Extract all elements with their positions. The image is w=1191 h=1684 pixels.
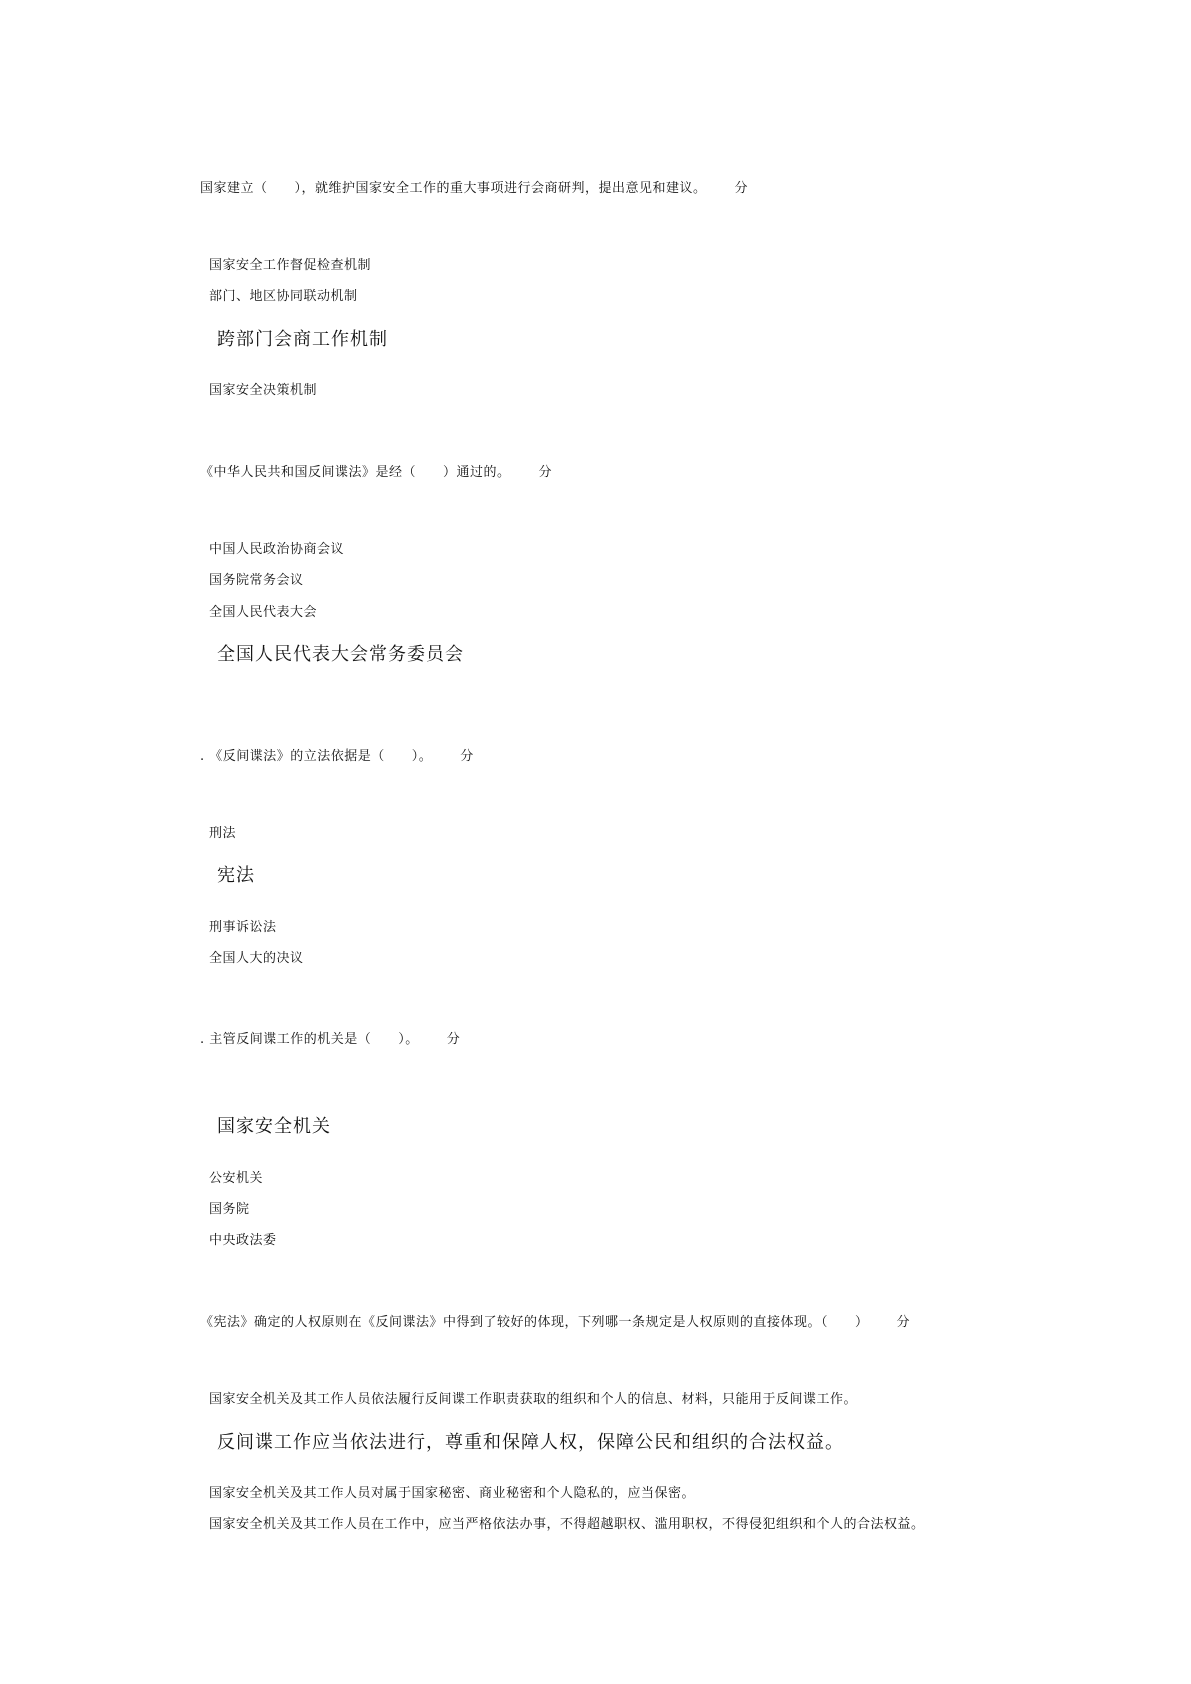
question-5 (200, 1311, 910, 1330)
question-5-option-b: 反间谍工作应当依法进行，尊重和保障人权，保障公民和组织的合法权益。 (217, 1432, 844, 1453)
question-2-score: 分 (538, 465, 553, 480)
question-2-text: 《中华人民共和国反间谍法》是经（ ）通过的。 (200, 465, 511, 480)
question-2-option-c: 全国人民代表大会 (209, 605, 318, 620)
question-1-score: 分 (734, 181, 749, 196)
question-2-option-a: 中国人民政治协商会议 (209, 542, 345, 557)
question-3-option-d: 全国人大的决议 (209, 951, 304, 966)
question-3-score: 分 (460, 749, 474, 764)
question-4-option-c: 国务院 (209, 1202, 250, 1217)
question-5-option-a: 国家安全机关及其工作人员依法履行反间谍工作职责获取的组织和个人的信息、材料，只能用于反间谍工作。 (209, 1392, 858, 1407)
question-5-score: 分 (896, 1315, 911, 1330)
question-3 (200, 745, 474, 764)
question-3-text: . 《反间谍法》的立法依据是（ ）。 (200, 749, 433, 764)
question-2 (200, 461, 552, 480)
question-1-option-b: 部门、地区协同联动机制 (209, 289, 358, 304)
question-4-option-a: 国家安全机关 (217, 1116, 331, 1137)
question-5-option-c: 国家安全机关及其工作人员对属于国家秘密、商业秘密和个人隐私的，应当保密。 (209, 1486, 696, 1501)
question-4-option-b: 公安机关 (209, 1171, 264, 1186)
question-3-option-b: 宪法 (217, 865, 255, 886)
question-5-text: 《宪法》确定的人权原则在《反间谍法》中得到了较好的体现，下列哪一条规定是人权原则的直接体现。（ ） (200, 1315, 869, 1330)
question-1 (200, 177, 748, 196)
question-3-option-c: 刑事诉讼法 (209, 920, 277, 935)
question-2-option-b: 国务院常务会议 (209, 573, 304, 588)
question-1-text: 国家建立（ ），就维护国家安全工作的重大事项进行会商研判，提出意见和建议。 (200, 181, 707, 196)
question-2-option-d: 全国人民代表大会常务委员会 (217, 644, 464, 665)
question-1-option-c: 跨部门会商工作机制 (217, 329, 388, 350)
question-4-score: 分 (446, 1032, 461, 1047)
question-4 (200, 1028, 460, 1047)
question-5-option-d: 国家安全机关及其工作人员在工作中，应当严格依法办事，不得超越职权、滥用职权，不得侵犯组织和个人的合法权益。 (209, 1517, 925, 1532)
question-1-option-a: 国家安全工作督促检查机制 (209, 258, 372, 273)
question-3-option-a: 刑法 (209, 826, 237, 841)
question-4-text: . 主管反间谍工作的机关是（ ）。 (200, 1032, 419, 1047)
question-1-option-d: 国家安全决策机制 (209, 383, 318, 398)
question-4-option-d: 中央政法委 (209, 1233, 277, 1248)
